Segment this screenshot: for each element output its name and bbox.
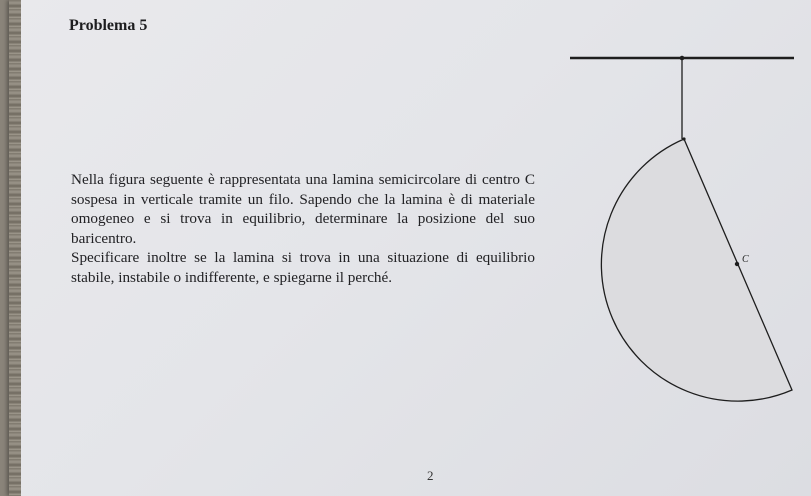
background-surface [9,0,21,496]
attachment-point [682,137,685,140]
physics-figure [560,40,810,420]
page-number: 2 [427,468,434,483]
problem-text [71,170,535,288]
problem-title: Problema 5 [69,17,148,34]
center-label: C [742,254,749,265]
semicircular-lamina [601,139,792,401]
problem-description: Nella figura seguente è rappresentata una lamina semicircolare di centro C sospesa in verticale tramite un filo. Sapendo che la lamina è di materiale omogeneo e si trova in equilibrio, determinare la posizione del suo baricentro. [71,171,535,247]
center-point [735,262,739,266]
problem-question: Specificare inoltre se la lamina si trova in una situazione di equilibrio stabile, instabile o indifferente, e spiegarne il perché. [71,249,535,286]
